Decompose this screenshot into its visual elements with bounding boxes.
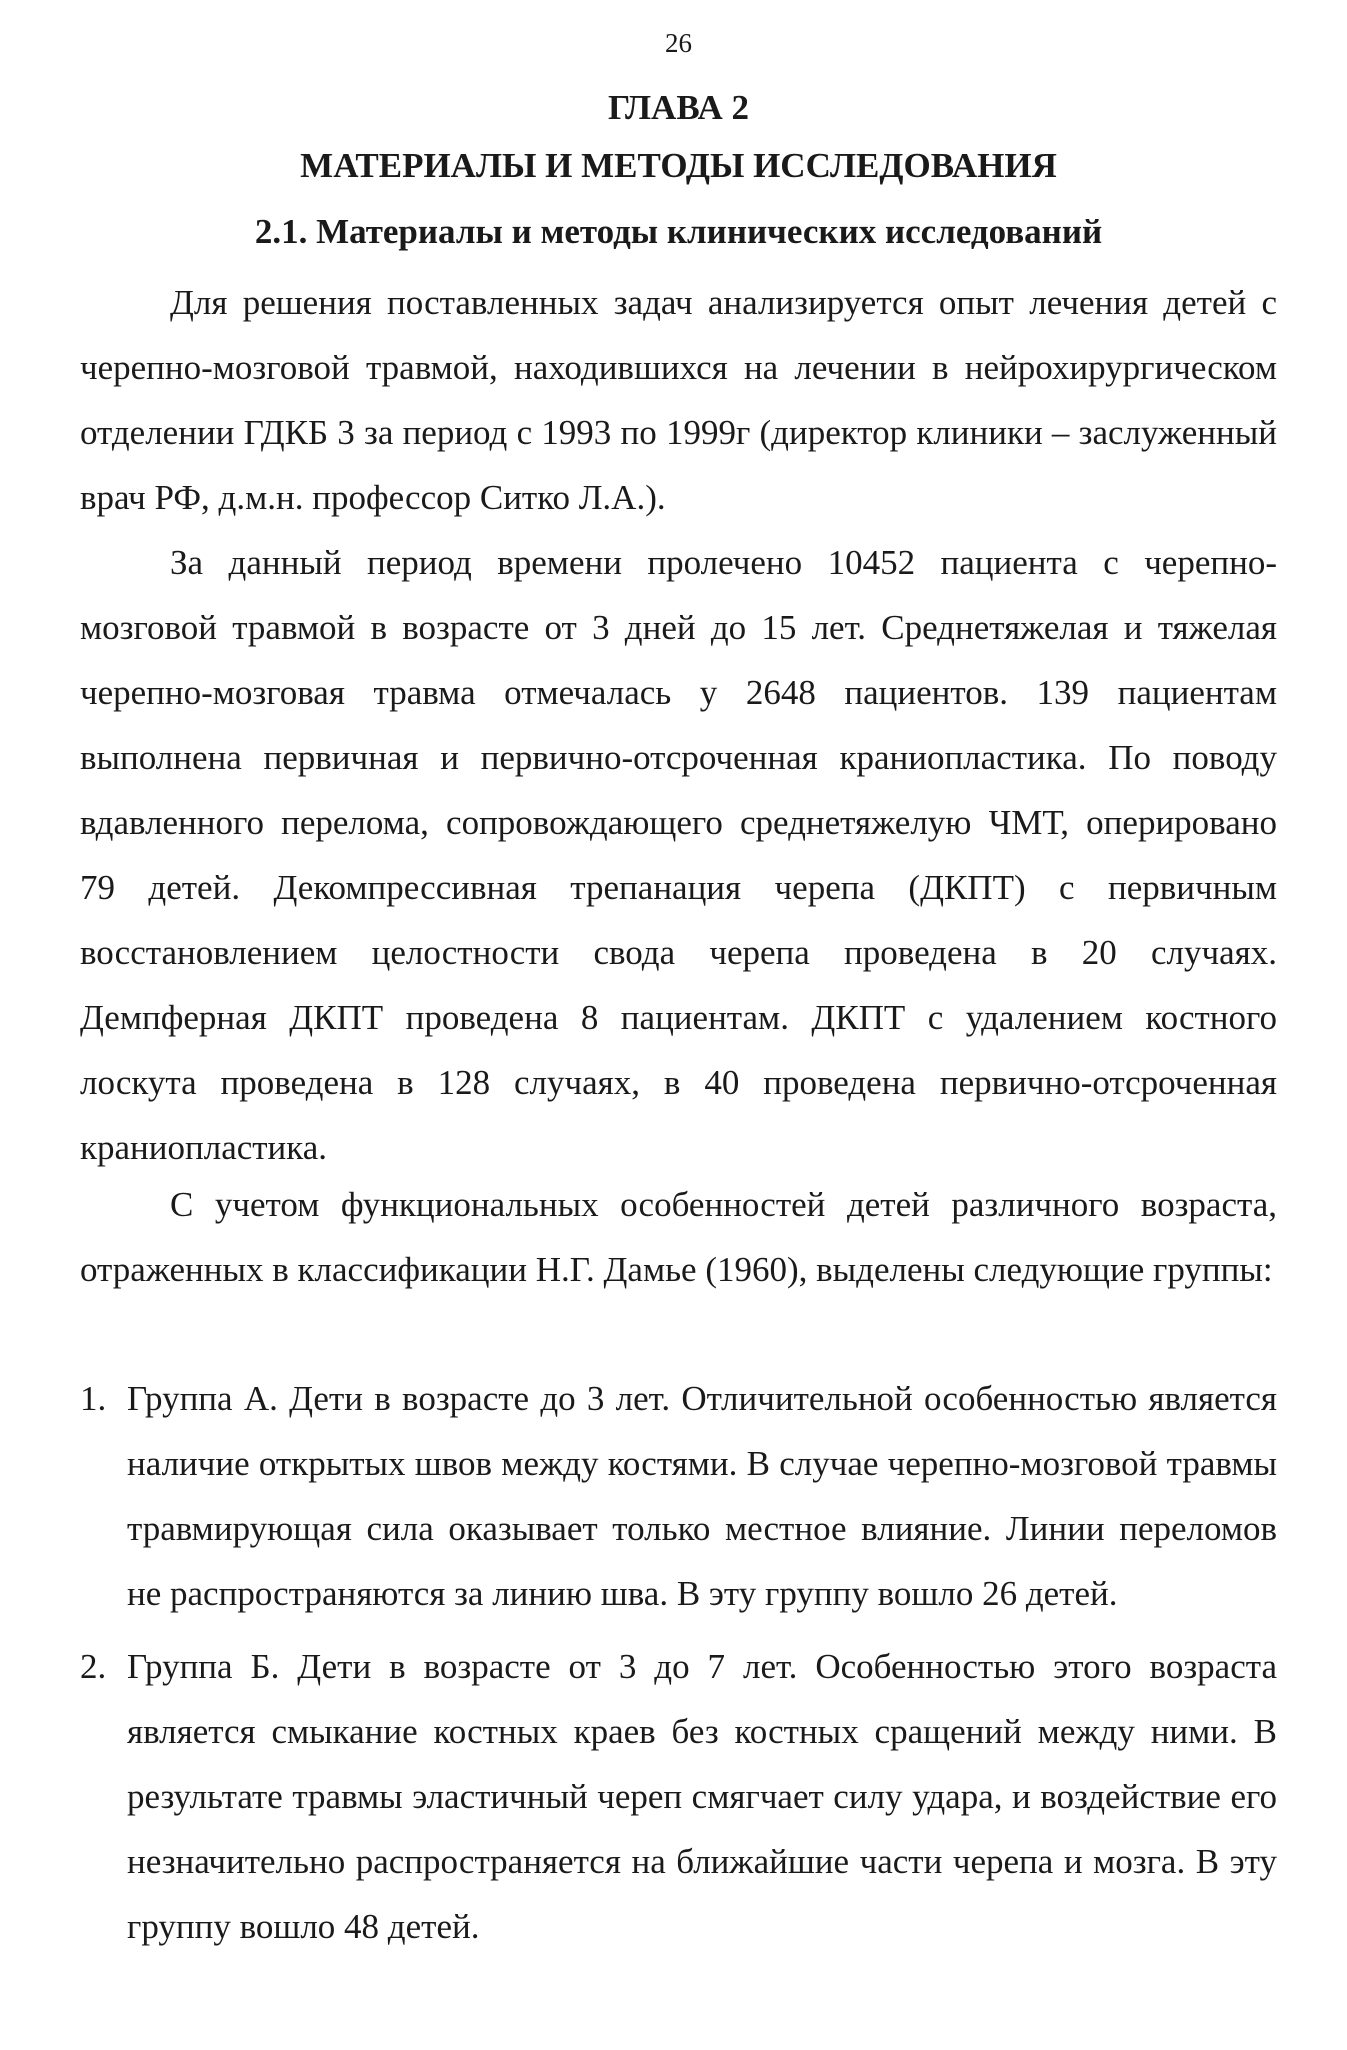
list-item-group-a: [80, 1366, 1277, 1626]
paragraph-age-groups-intro: С учетом функциональных особенностей детей различного возраста, отраженных в классификации Н.Г. Дамье (1960), выделены следующие группы:: [80, 1185, 1277, 1289]
document-page: [80, 0, 1277, 2050]
paragraph-patient-statistics: За данный период времени пролечено 10452 пациента с черепно-мозговой травмой в возрасте от 3 дней до 15 лет. Среднетяжелая и тяжелая черепно-мозговая травма отмечалась у 2648 пациентов. 139 пациентам выполнена первичная и первично-отсроченная краниопластика. По поводу вдавленного перелома, сопровождающего среднетяжелую ЧМТ, оперировано 79 детей. Декомпрессивная трепанация черепа (ДКПТ) с первичным восстановлением целостности свода черепа проведена в 20 случаях. Демпферная ДКПТ проведена 8 пациентам. ДКПТ с удалением костного лоскута проведена в 128 случаях, в 40 проведена первично-отсроченная краниопластика.: [80, 543, 1277, 1167]
section-title: 2.1. Материалы и методы клинических исследований: [254, 212, 1103, 251]
chapter-title: МАТЕРИАЛЫ И МЕТОДЫ ИССЛЕДОВАНИЯ: [300, 146, 1057, 185]
list-marker: 2.: [80, 1647, 107, 1686]
chapter-label: ГЛАВА 2: [607, 88, 749, 127]
list-item-group-b: [80, 1634, 1277, 1959]
list-marker: 1.: [80, 1379, 107, 1418]
age-group-list: [80, 1366, 1277, 1967]
list-item-text: Группа Б. Дети в возрасте от 3 до 7 лет. Особенностью этого возраста является смыкание костных краев без костных сращений между ними. В результате травмы эластичный череп смягчает силу удара, и воздействие его незначительно распространяется на ближайшие части черепа и мозга. В эту группу вошло 48 детей.: [127, 1647, 1277, 1946]
list-item-text: Группа А. Дети в возрасте до 3 лет. Отличительной особенностью является наличие открытых швов между костями. В случае черепно-мозговой травмы травмирующая сила оказывает только местное влияние. Линии переломов не распространяются за линию шва. В эту группу вошло 26 детей.: [127, 1379, 1277, 1613]
page-number: 26: [665, 28, 692, 58]
paragraph-study-overview: Для решения поставленных задач анализируется опыт лечения детей с черепно-мозговой травмой, находившихся на лечении в нейрохирургическом отделении ГДКБ 3 за период с 1993 по 1999г (директор клиники – заслуженный врач РФ, д.м.н. профессор Ситко Л.А.).: [80, 283, 1277, 517]
